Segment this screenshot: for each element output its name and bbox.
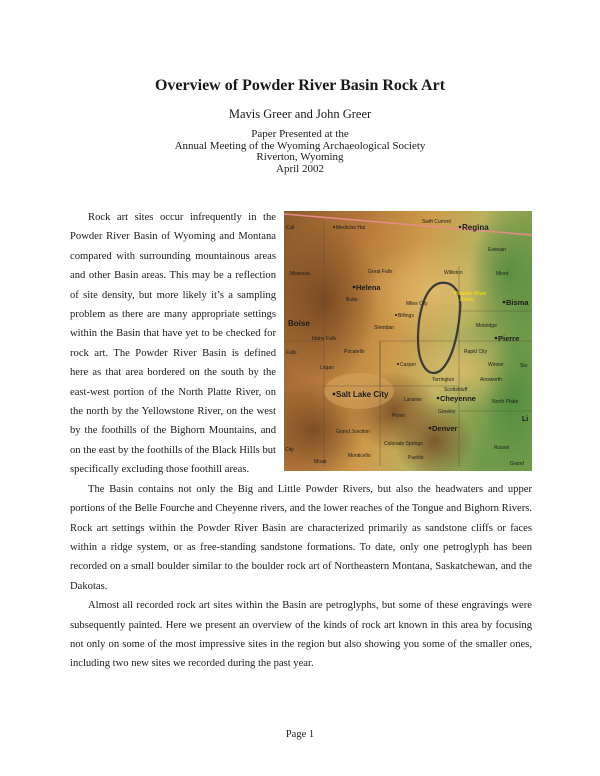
paragraph-3: Almost all recorded rock art sites within the Basin are petroglyphs, but some of these engravings were subsequently painted. Here we present an overview of the kinds of rock art known in this area by focusing not only on some of the most impressive sites in the region but also showing you some of the smaller ones, including two new sites we recorded during the past year. [70,600,532,670]
map-label-scottsbluff: Scottsbluff [444,387,468,393]
map-label-minot: Minot [496,271,509,277]
map-label-salt-lake-city: Salt Lake City [336,390,389,399]
map-label-regina: Regina [462,223,489,232]
map-label-denver: Denver [432,424,458,433]
map-label-williston: Williston [444,270,463,276]
paper-title: Overview of Powder River Basin Rock Art [154,77,446,94]
map-label-idaho-falls: Idaho Falls [312,336,337,342]
map-label-helena: Helena [356,283,381,292]
map-label-greeley: Greeley [438,409,456,415]
map-label-monticello: Monticello [348,453,371,459]
map-label-casper: Casper [400,362,417,368]
map-label-winner: Winner [488,362,504,368]
map-label-sioux: Sio [520,363,528,369]
map-label-twin-falls: Falls [286,350,297,356]
relief-map [284,211,532,471]
map-label-north-platte: North Platte [492,399,519,405]
map-label-billings: Billings [398,313,414,319]
map-label-bismarck: Bisma [506,298,529,307]
map-label-russell: Russel [494,445,510,451]
map-label-pueblo: Pueblo [408,455,424,461]
map-label-grand: Grand [510,461,524,467]
map-label-pocatello: Pocatello [344,349,365,355]
page-number: Page 1 [285,729,315,740]
paper-authors: Mavis Greer and John Greer [228,107,372,121]
map-label-lincoln: Li [522,416,529,423]
map-label-cheyenne: Cheyenne [440,394,476,403]
venue-line-2: Annual Meeting of the Wyoming Archaeological Society [174,139,426,152]
paragraph-1: Rock art sites occur infrequently in the Powder River Basin of Wyoming and Montana compared with surrounding mountainous areas and other Basin areas. This may be a reflection of site density, but more likely it’s a sampling problem as there are many appropriate settings within the Basin that have yet to be checked for rock art. The Powder River Basin is defined here as that area bordered on the south by the east-west portion of the North Platte River, on the north by the Yellowstone River, on the west by the foothills of the Bighorn Mountains, and on the east by the foothills of the Black Hills but specifically excluding those foothill areas. [70,212,276,476]
venue-line-1: Paper Presented at the [251,128,349,140]
relief-map-figure [284,211,532,471]
map-label-swift-current: Swift Current [422,219,451,225]
body-text [70,208,532,674]
map-label-grand-junction: Grand Junction [336,429,370,435]
map-label-butte: Butte [346,297,358,303]
map-label-great-falls: Great Falls [368,269,393,275]
map-label-estevan: Estevan [488,247,507,253]
map-label-colorado-springs: Colorado Springs [384,441,423,447]
venue-line-3: Riverton, Wyoming [256,151,344,163]
venue-line-4: April 2002 [276,162,324,175]
map-label-logan: Logan [320,365,334,371]
map-label-ainsworth: Ainsworth [480,377,502,383]
map-label-torrington: Torrington [432,377,455,383]
map-label-laramie: Laramie [404,397,423,403]
map-label-calgary: Cal [286,225,295,231]
presentation-info [0,129,600,175]
map-label-provo: Provo [392,413,406,419]
map-label-city: City [285,447,294,453]
basin-label-1: Powder River [454,291,488,297]
map-label-mobridge: Mobridge [476,323,497,329]
map-label-pierre: Pierre [498,334,520,343]
map-label-rapid-city: Rapid City [464,349,488,355]
map-label-moab: Moab [314,459,327,465]
paragraph-2: The Basin contains not only the Big and Little Powder Rivers, but also the headwaters and upper portions of the Belle Fourche and Cheyenne rivers, and the lower reaches of the Tongue and Bighorn Rivers. Rock art settings within the Powder River Basin are characterized primarily as sandstone cliffs or faces within a ridge system, or as free-standing sandstone formations. To date, only one petroglyph has been recorded on a small boulder similar to the boulder rock art of Northeastern Montana, Saskatchewan, and the Dakotas. [70,483,532,592]
basin-label-2: Basin [460,297,474,303]
map-label-miles-city: Miles City [406,301,428,307]
map-label-missoula: Missoula [290,271,310,277]
map-label-boise: Boise [288,319,310,328]
map-label-medicine-hat: Medicine Hat [336,225,366,231]
map-label-sheridan: Sheridan [374,325,395,331]
